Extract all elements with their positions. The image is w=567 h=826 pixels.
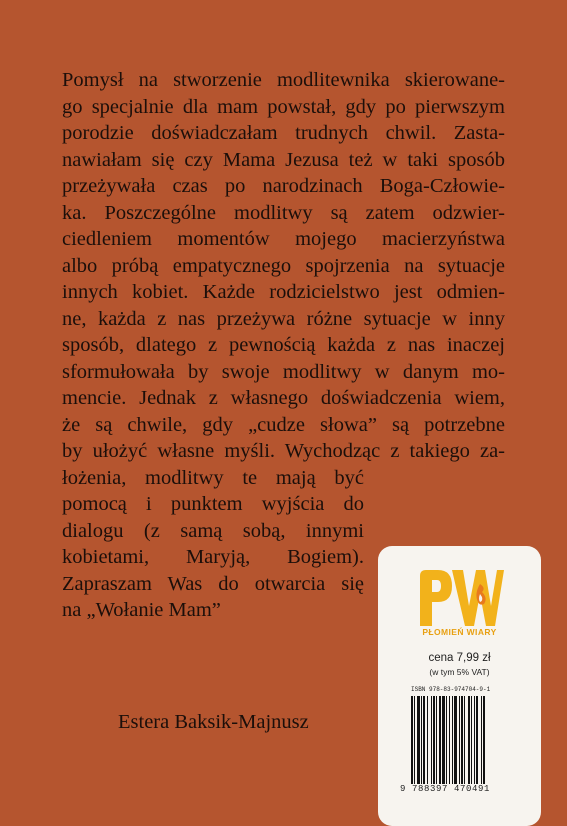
body-text-line: sformułowała by swoje modlitwy w danym mo- — [62, 360, 505, 383]
body-text-line: że są chwile, gdy „cudze słowa” są potrzebne — [62, 413, 505, 436]
body-text-line: sposób, dlatego z pewnością każda z nas inaczej — [62, 334, 505, 356]
body-text-line: dialogu (z samą sobą, innymi — [62, 519, 364, 542]
barcode — [411, 696, 511, 784]
vat-label: (w tym 5% VAT) — [429, 667, 490, 677]
body-text-line: mencie. Jednak z własnego doświadczenia wiem, — [62, 387, 505, 409]
author-signature: Estera Baksik-Majnusz — [118, 711, 309, 733]
body-text-line: na „Wołanie Mam” — [62, 599, 221, 621]
body-text-line: kobietami, Maryją, Bogiem). — [62, 546, 364, 568]
publisher-logo-icon — [416, 568, 504, 628]
publisher-name: PŁOMIEŃ WIARY — [422, 627, 497, 637]
body-text-line: innych kobiet. Każde rodzicielstwo jest odmien- — [62, 281, 505, 303]
body-text-line: ka. Poszczególne modlitwy są zatem odzwier- — [62, 201, 505, 224]
body-text-line: Zapraszam Was do otwarcia się — [62, 572, 364, 595]
body-text-line: nawiałam się czy Mama Jezusa też w taki sposób — [62, 148, 505, 171]
body-text-line: Pomysł na stworzenie modlitewnika skierowane- — [62, 69, 505, 91]
body-text-line: pomocą i punktem wyjścia do — [62, 493, 364, 515]
body-text-line: by ułożyć własne myśli. Wychodząc z takiego za- — [62, 440, 505, 462]
barcode-digits: 9 788397 470491 — [400, 784, 491, 794]
body-text-line: łożenia, modlitwy te mają być — [62, 466, 364, 489]
body-text-line: ne, każda z nas przeżywa różne sytuacje w inny — [62, 307, 505, 330]
body-text-line: porodzie doświadczałam trudnych chwil. Zasta- — [62, 122, 505, 144]
publisher-panel — [378, 546, 541, 826]
price-label: cena 7,99 zł — [428, 652, 491, 664]
body-text-line: albo próbą empatycznego spojrzenia na sytuacje — [62, 254, 505, 277]
body-text-line: ciedleniem momentów mojego macierzyństwa — [62, 228, 505, 250]
body-text-line: go specjalnie dla mam powstał, gdy po pierwszym — [62, 95, 505, 118]
body-text-line: przeżywała czas po narodzinach Boga-Człowie- — [62, 175, 505, 197]
isbn-label: ISBN 978-83-974704-9-1 — [411, 686, 491, 693]
